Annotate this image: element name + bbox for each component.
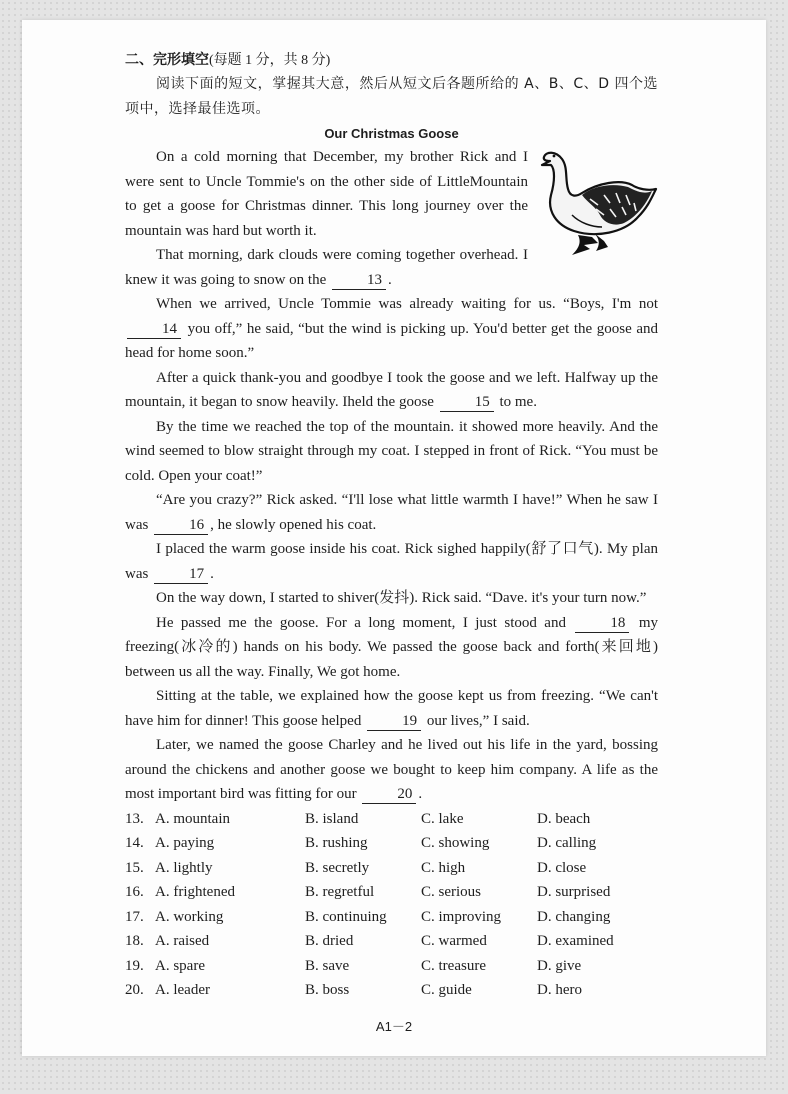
page-number: A1－2 <box>375 1019 413 1034</box>
story-paragraph-9: He passed me the goose. For a long moment, I just stood and 18 my freezing(冰冷的) hands on his body. We passed the goose back and forth(来回地) between us all the way. Finally, We got home. <box>125 614 659 680</box>
option-b: B. secretly <box>305 859 370 876</box>
story-paragraph-10: Sitting at the table, we explained how the goose kept us from freezing. “We can't have him for dinner! This goose helped 19 our lives,” I said. <box>125 688 658 729</box>
story-paragraph-4: After a quick thank-you and goodbye I took the goose and we left. Halfway up the mountain, it began to snow heavily. Iheld the goose 15 to me. <box>125 369 658 410</box>
section-score-note: (每题 1 分，共 8 分) <box>209 53 331 68</box>
question-number: 17. <box>125 908 144 925</box>
option-c: C. lake <box>421 810 464 827</box>
question-row <box>125 905 658 930</box>
question-row <box>125 978 658 1003</box>
exam-page <box>22 20 766 1056</box>
question-row <box>125 929 658 954</box>
option-d: D. examined <box>537 933 614 949</box>
blank-20: 20 <box>362 786 416 804</box>
option-b: B. boss <box>305 982 350 998</box>
story-paragraph-6: “Are you crazy?” Rick asked. “I'll lose what little warmth I have!” When he saw I was 16 , he slowly opened his coat. <box>125 492 658 533</box>
option-b: B. dried <box>305 933 354 949</box>
blank-19: 19 <box>367 713 421 731</box>
story-paragraph-8: On the way down, I started to shiver(发抖). Rick said. “Dave. it's your turn now.” <box>156 590 647 606</box>
option-a: A. frightened <box>155 884 235 900</box>
story-paragraph-3: When we arrived, Uncle Tommie was already waiting for us. “Boys, I'm not 14 you off,” he said, “but the wind is picking up. You'd better get the goose and head for home soon.” <box>125 296 658 361</box>
story-paragraph-11: Later, we named the goose Charley and he lived out his life in the yard, bossing around the chickens and another goose we bought to keep him company. A life as the most important bird was fitting for our 20 . <box>125 737 658 802</box>
question-number: 13. <box>125 810 144 827</box>
option-d: D. close <box>537 859 587 876</box>
story-paragraph-7: I placed the warm goose inside his coat. Rick sighed happily(舒了口气). My plan was 17 . <box>125 541 658 582</box>
option-c: C. improving <box>421 908 502 925</box>
story-paragraph-1: On a cold morning that December, my brother Rick and I were sent to Uncle Tommie's on the other side of LittleMountain to get a goose for Christmas dinner. This long journey over the mountain was hard but worth it. <box>125 149 528 239</box>
story-title: Our Christmas Goose <box>324 126 459 141</box>
option-a: A. mountain <box>155 810 230 827</box>
option-b: B. regretful <box>305 884 375 900</box>
blank-16: 16 <box>154 517 208 535</box>
section-title: 二、完形填空 <box>125 52 209 68</box>
option-a: A. spare <box>155 957 205 974</box>
option-d: D. surprised <box>537 884 611 900</box>
option-d: D. hero <box>537 982 582 998</box>
blank-15: 15 <box>440 394 494 412</box>
blank-14: 14 <box>127 321 181 339</box>
option-b: B. save <box>305 957 350 974</box>
goose-illustration <box>538 145 658 261</box>
option-a: A. raised <box>155 933 210 949</box>
question-row <box>125 856 658 881</box>
answer-options <box>125 807 658 1003</box>
option-d: D. calling <box>537 835 597 851</box>
option-a: A. leader <box>155 982 210 998</box>
blank-17: 17 <box>154 566 208 584</box>
story-paragraph-2: That morning, dark clouds were coming together overhead. I knew it was going to snow on the 13 . <box>125 247 528 288</box>
question-number: 20. <box>125 982 144 998</box>
option-b: B. island <box>305 810 359 827</box>
option-c: C. high <box>421 859 466 876</box>
option-c: C. guide <box>421 982 472 998</box>
option-a: A. paying <box>155 835 215 851</box>
blank-18: 18 <box>575 615 629 633</box>
option-d: D. changing <box>537 908 611 925</box>
option-b: B. rushing <box>305 835 368 851</box>
option-c: C. showing <box>421 835 490 851</box>
option-d: D. give <box>537 957 582 974</box>
option-c: C. treasure <box>421 957 486 974</box>
question-number: 14. <box>125 835 144 851</box>
question-number: 19. <box>125 957 144 974</box>
option-c: C. warmed <box>421 933 487 949</box>
question-number: 18. <box>125 933 144 949</box>
section-heading <box>125 48 658 72</box>
story-paragraph-5: By the time we reached the top of the mountain. it showed more heavily. And the wind seemed to blow straight through my coat. I stepped in front of Rick. “You must be cold. Open your coat!” <box>125 418 658 484</box>
cloze-section <box>125 48 658 1003</box>
option-a: A. lightly <box>155 859 213 876</box>
option-a: A. working <box>155 908 224 925</box>
option-b: B. continuing <box>305 908 387 925</box>
option-d: D. beach <box>537 810 591 827</box>
question-number: 16. <box>125 884 144 900</box>
question-row <box>125 831 658 856</box>
question-row <box>125 954 658 979</box>
section-instruction: 阅读下面的短文，掌握其大意，然后从短文后各题所给的 A、B、C、D 四个选项中，选择最佳选项。 <box>125 76 658 117</box>
question-number: 15. <box>125 859 144 876</box>
question-row <box>125 880 658 905</box>
option-c: C. serious <box>421 884 481 900</box>
question-row <box>125 807 658 832</box>
blank-13: 13 <box>332 272 386 290</box>
